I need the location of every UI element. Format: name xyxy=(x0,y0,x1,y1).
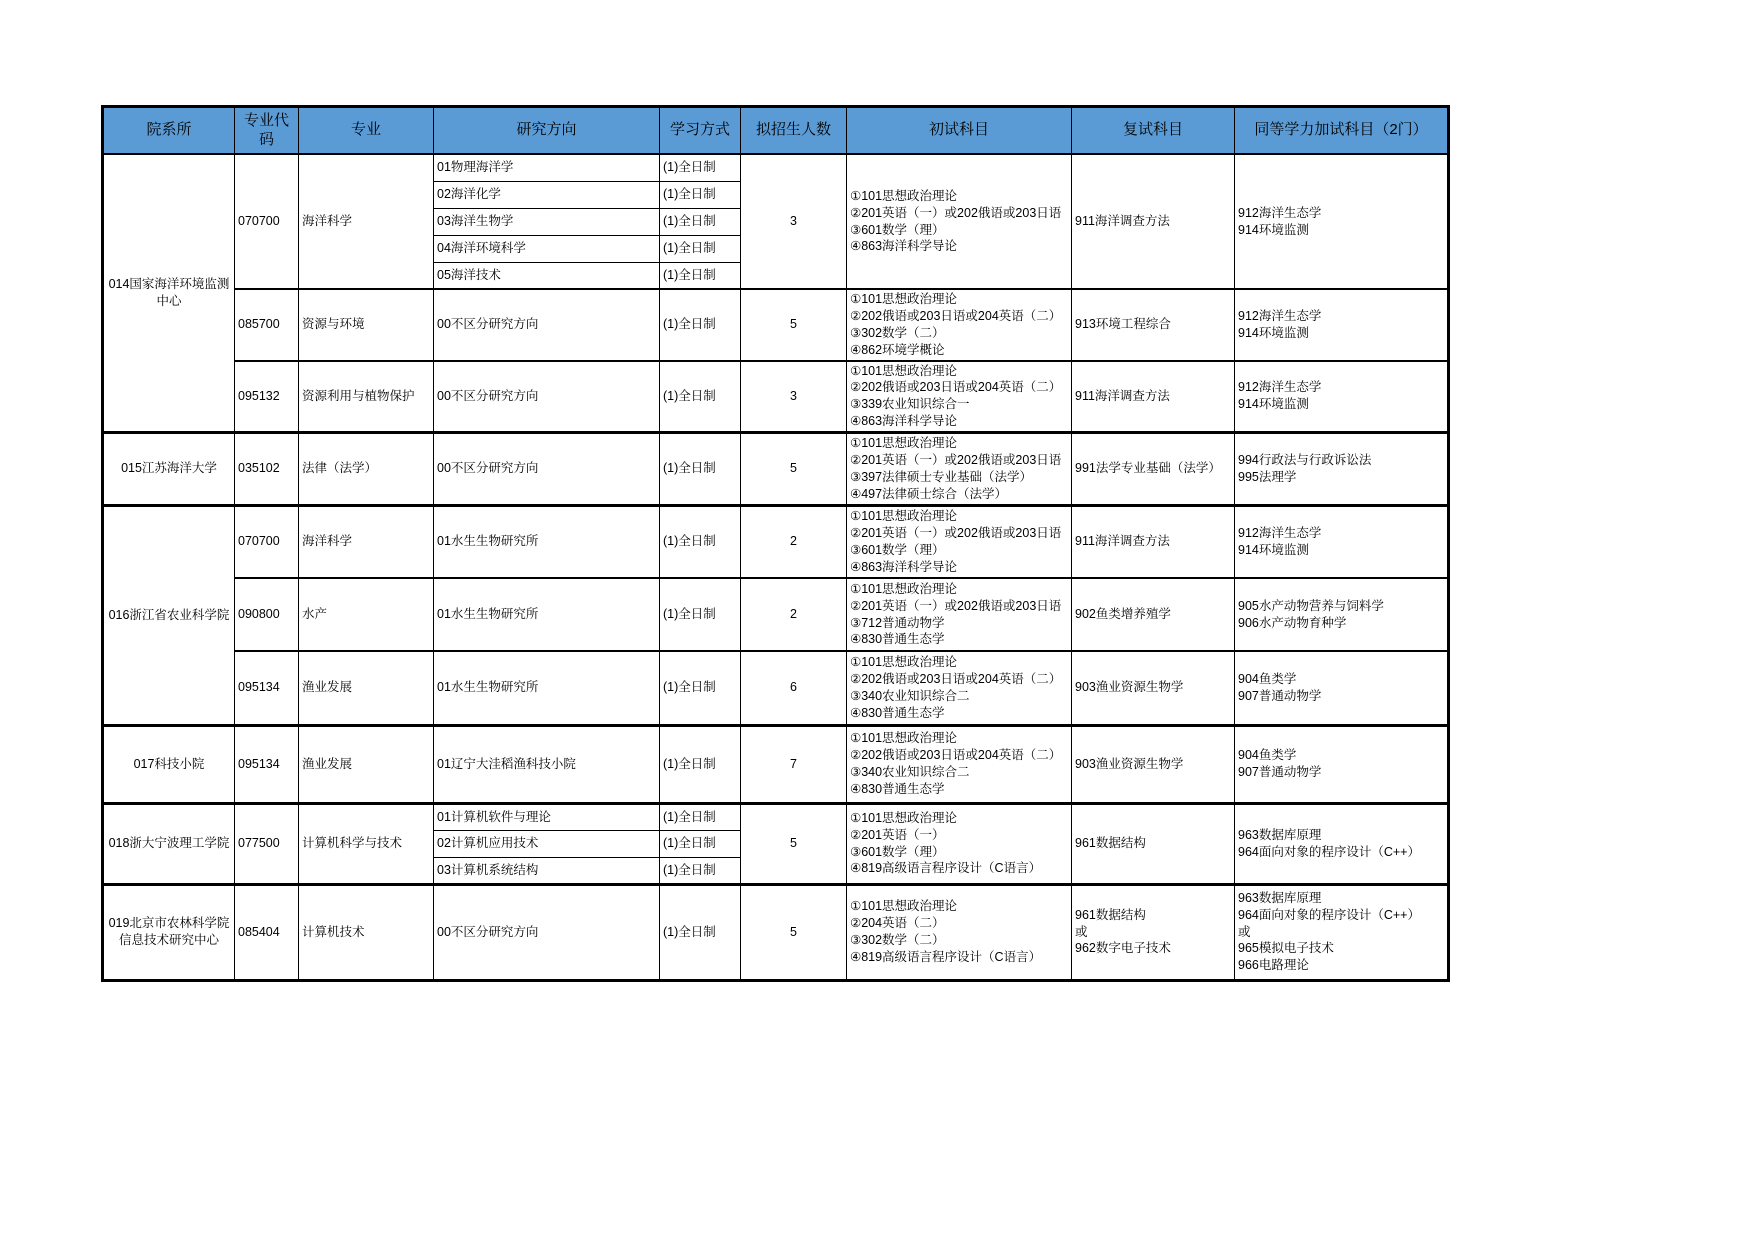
additional-subjects-cell xyxy=(1235,651,1449,725)
research-direction-cell: 01水生生物研究所 xyxy=(434,651,660,725)
additional-subjects-cell xyxy=(1235,505,1449,578)
column-header-enrollment: 拟招生人数 xyxy=(741,107,847,155)
research-direction-cell: 01辽宁大洼稻渔科技小院 xyxy=(434,725,660,803)
column-header-major-code: 专业代码 xyxy=(235,107,299,155)
additional-subjects-cell-line: 912海洋生态学 xyxy=(1238,308,1322,323)
study-mode-cell: (1)全日制 xyxy=(660,262,741,289)
initial-subjects-cell-line: ①101思想政治理论 xyxy=(850,731,958,746)
initial-subjects-cell-line: ③302数学（二） xyxy=(850,933,945,947)
additional-subjects-cell-line: 964面向对象的程序设计（C++） xyxy=(1238,907,1420,922)
initial-subjects-cell-line: ④830普通生态学 xyxy=(850,632,945,647)
additional-subjects-cell-line: 914环境监测 xyxy=(1238,397,1309,412)
study-mode-cell: (1)全日制 xyxy=(660,651,741,725)
additional-subjects-cell-line: 906水产动物育种学 xyxy=(1238,615,1347,630)
table-row xyxy=(103,433,1449,506)
initial-subjects-cell-line: ③601数学（理） xyxy=(850,542,945,557)
major-cell: 资源与环境 xyxy=(299,289,434,361)
department-cell: 017科技小院 xyxy=(103,725,235,803)
initial-subjects-cell-line: ①101思想政治理论 xyxy=(850,188,958,203)
initial-subjects-cell xyxy=(847,578,1072,651)
major-cell: 渔业发展 xyxy=(299,725,434,803)
research-direction-cell: 03海洋生物学 xyxy=(434,208,660,235)
retest-subjects-cell-line: 991法学专业基础（法学） xyxy=(1075,461,1221,476)
initial-subjects-cell xyxy=(847,884,1072,980)
additional-subjects-cell-line: 907普通动物学 xyxy=(1238,765,1322,779)
initial-subjects-cell-line: ④863海洋科学导论 xyxy=(850,414,958,429)
additional-subjects-cell xyxy=(1235,884,1449,980)
research-direction-cell: 00不区分研究方向 xyxy=(434,884,660,980)
table-row xyxy=(103,884,1449,980)
additional-subjects-cell-line: 914环境监测 xyxy=(1238,542,1309,557)
table-row xyxy=(103,725,1449,803)
column-header-research-direction: 研究方向 xyxy=(434,107,660,155)
initial-subjects-cell xyxy=(847,725,1072,803)
initial-subjects-cell xyxy=(847,803,1072,884)
retest-subjects-cell xyxy=(1072,154,1235,289)
initial-subjects-cell-line: ③339农业知识综合一 xyxy=(850,397,970,412)
study-mode-cell: (1)全日制 xyxy=(660,578,741,651)
column-header-retest-subjects: 复试科目 xyxy=(1072,107,1235,155)
initial-subjects-cell xyxy=(847,433,1072,506)
table-row xyxy=(103,651,1449,725)
initial-subjects-cell-line: ②202俄语或203日语或204英语（二） xyxy=(850,308,1062,323)
table-row xyxy=(103,154,1449,181)
study-mode-cell: (1)全日制 xyxy=(660,830,741,857)
initial-subjects-cell xyxy=(847,154,1072,289)
major-code-cell: 070700 xyxy=(235,505,299,578)
initial-subjects-cell-line: ③397法律硕士专业基础（法学） xyxy=(850,469,1033,484)
additional-subjects-cell-line: 965模拟电子技术 xyxy=(1238,941,1334,956)
additional-subjects-cell-line: 912海洋生态学 xyxy=(1238,525,1322,540)
additional-subjects-cell-line: 907普通动物学 xyxy=(1238,688,1322,703)
retest-subjects-cell-line: 911海洋调查方法 xyxy=(1075,534,1170,549)
initial-subjects-cell-line: ③302数学（二） xyxy=(850,325,945,340)
additional-subjects-cell-line: 964面向对象的程序设计（C++） xyxy=(1238,844,1420,859)
table-row xyxy=(103,505,1449,578)
additional-subjects-cell-line: 994行政法与行政诉讼法 xyxy=(1238,452,1372,467)
initial-subjects-cell-line: ②201英语（一） xyxy=(850,827,945,842)
major-cell: 计算机科学与技术 xyxy=(299,803,434,884)
research-direction-cell: 01物理海洋学 xyxy=(434,154,660,181)
table-row xyxy=(103,578,1449,651)
initial-subjects-cell-line: ④497法律硕士综合（法学） xyxy=(850,486,1008,501)
research-direction-cell: 01水生生物研究所 xyxy=(434,578,660,651)
initial-subjects-cell-line: ①101思想政治理论 xyxy=(850,292,958,306)
additional-subjects-cell-line: 或 xyxy=(1238,924,1251,939)
research-direction-cell: 01计算机软件与理论 xyxy=(434,803,660,830)
enrollment-cell: 2 xyxy=(741,505,847,578)
retest-subjects-cell-line: 961数据结构 xyxy=(1075,836,1146,851)
table-row xyxy=(103,803,1449,830)
retest-subjects-cell xyxy=(1072,433,1235,506)
initial-subjects-cell-line: ①101思想政治理论 xyxy=(850,581,958,596)
initial-subjects-cell-line: ③601数学（理） xyxy=(850,222,945,237)
initial-subjects-cell-line: ③340农业知识综合二 xyxy=(850,688,970,703)
retest-subjects-cell-line: 903渔业资源生物学 xyxy=(1075,756,1184,771)
initial-subjects-cell xyxy=(847,361,1072,433)
enrollment-cell: 6 xyxy=(741,651,847,725)
initial-subjects-cell-line: ②202俄语或203日语或204英语（二） xyxy=(850,671,1062,686)
additional-subjects-cell-line: 966电路理论 xyxy=(1238,958,1309,973)
study-mode-cell: (1)全日制 xyxy=(660,361,741,433)
major-code-cell: 095134 xyxy=(235,651,299,725)
research-direction-cell: 05海洋技术 xyxy=(434,262,660,289)
initial-subjects-cell-line: ②201英语（一）或202俄语或203日语 xyxy=(850,598,1062,613)
retest-subjects-cell xyxy=(1072,725,1235,803)
additional-subjects-cell-line: 904鱼类学 xyxy=(1238,748,1297,763)
additional-subjects-cell xyxy=(1235,803,1449,884)
department-cell: 018浙大宁波理工学院 xyxy=(103,803,235,884)
initial-subjects-cell xyxy=(847,505,1072,578)
retest-subjects-cell-line: 962数字电子技术 xyxy=(1075,941,1171,956)
retest-subjects-cell-line: 911海洋调查方法 xyxy=(1075,214,1170,229)
initial-subjects-cell-line: ④830普通生态学 xyxy=(850,781,945,796)
additional-subjects-cell-line: 914环境监测 xyxy=(1238,325,1309,340)
major-code-cell: 035102 xyxy=(235,433,299,506)
initial-subjects-cell-line: ④819高级语言程序设计（C语言） xyxy=(850,861,1042,876)
initial-subjects-cell-line: ④862环境学概论 xyxy=(850,342,945,357)
retest-subjects-cell xyxy=(1072,361,1235,433)
additional-subjects-cell xyxy=(1235,289,1449,361)
retest-subjects-cell-line: 961数据结构 xyxy=(1075,907,1146,922)
major-code-cell: 090800 xyxy=(235,578,299,651)
additional-subjects-cell-line: 912海洋生态学 xyxy=(1238,205,1322,220)
initial-subjects-cell-line: ②201英语（一）或202俄语或203日语 xyxy=(850,205,1062,220)
initial-subjects-cell-line: ②202俄语或203日语或204英语（二） xyxy=(850,380,1062,395)
initial-subjects-cell-line: ④819高级语言程序设计（C语言） xyxy=(850,949,1042,964)
initial-subjects-cell-line: ①101思想政治理论 xyxy=(850,436,958,450)
enrollment-cell: 7 xyxy=(741,725,847,803)
research-direction-cell: 01水生生物研究所 xyxy=(434,505,660,578)
column-header-major: 专业 xyxy=(299,107,434,155)
page xyxy=(101,105,1450,982)
major-cell: 计算机技术 xyxy=(299,884,434,980)
table-row xyxy=(103,289,1449,361)
additional-subjects-cell-line: 912海洋生态学 xyxy=(1238,380,1322,395)
department-cell: 015江苏海洋大学 xyxy=(103,433,235,506)
study-mode-cell: (1)全日制 xyxy=(660,181,741,208)
major-code-cell: 077500 xyxy=(235,803,299,884)
column-header-department: 院系所 xyxy=(103,107,235,155)
initial-subjects-cell-line: ②201英语（一）或202俄语或203日语 xyxy=(850,452,1062,467)
study-mode-cell: (1)全日制 xyxy=(660,289,741,361)
major-cell: 水产 xyxy=(299,578,434,651)
initial-subjects-cell-line: ③712普通动物学 xyxy=(850,615,945,630)
initial-subjects-cell-line: ①101思想政治理论 xyxy=(850,655,958,669)
study-mode-cell: (1)全日制 xyxy=(660,235,741,262)
research-direction-cell: 02海洋化学 xyxy=(434,181,660,208)
study-mode-cell: (1)全日制 xyxy=(660,884,741,980)
initial-subjects-cell xyxy=(847,289,1072,361)
major-code-cell: 085404 xyxy=(235,884,299,980)
initial-subjects-cell-line: ④830普通生态学 xyxy=(850,705,945,720)
study-mode-cell: (1)全日制 xyxy=(660,803,741,830)
initial-subjects-cell-line: ③601数学（理） xyxy=(850,844,945,859)
department-cell: 019北京市农林科学院信息技术研究中心 xyxy=(103,884,235,980)
retest-subjects-cell xyxy=(1072,651,1235,725)
additional-subjects-cell-line: 995法理学 xyxy=(1238,469,1297,484)
major-cell: 法律（法学） xyxy=(299,433,434,506)
major-cell: 海洋科学 xyxy=(299,154,434,289)
department-cell: 016浙江省农业科学院 xyxy=(103,505,235,725)
major-code-cell: 070700 xyxy=(235,154,299,289)
initial-subjects-cell-line: ④863海洋科学导论 xyxy=(850,239,958,254)
column-header-initial-subjects: 初试科目 xyxy=(847,107,1072,155)
column-header-study-mode: 学习方式 xyxy=(660,107,741,155)
additional-subjects-cell xyxy=(1235,578,1449,651)
retest-subjects-cell xyxy=(1072,803,1235,884)
enrollment-cell: 5 xyxy=(741,884,847,980)
additional-subjects-cell xyxy=(1235,725,1449,803)
enrollment-cell: 5 xyxy=(741,433,847,506)
major-cell: 渔业发展 xyxy=(299,651,434,725)
retest-subjects-cell-line: 903渔业资源生物学 xyxy=(1075,680,1184,695)
initial-subjects-cell-line: ②202俄语或203日语或204英语（二） xyxy=(850,748,1062,763)
retest-subjects-cell-line: 911海洋调查方法 xyxy=(1075,388,1170,403)
initial-subjects-cell-line: ①101思想政治理论 xyxy=(850,810,958,825)
retest-subjects-cell xyxy=(1072,505,1235,578)
retest-subjects-cell xyxy=(1072,578,1235,651)
additional-subjects-cell-line: 905水产动物营养与饲料学 xyxy=(1238,598,1384,613)
study-mode-cell: (1)全日制 xyxy=(660,154,741,181)
retest-subjects-cell-line: 902鱼类增养殖学 xyxy=(1075,607,1171,622)
initial-subjects-cell-line: ①101思想政治理论 xyxy=(850,363,958,378)
research-direction-cell: 02计算机应用技术 xyxy=(434,830,660,857)
major-cell: 海洋科学 xyxy=(299,505,434,578)
additional-subjects-cell-line: 914环境监测 xyxy=(1238,222,1309,237)
additional-subjects-cell xyxy=(1235,433,1449,506)
initial-subjects-cell-line: ④863海洋科学导论 xyxy=(850,559,958,574)
retest-subjects-cell xyxy=(1072,884,1235,980)
initial-subjects-cell-line: ①101思想政治理论 xyxy=(850,509,958,523)
enrollment-cell: 5 xyxy=(741,803,847,884)
study-mode-cell: (1)全日制 xyxy=(660,857,741,884)
major-code-cell: 095134 xyxy=(235,725,299,803)
additional-subjects-cell-line: 963数据库原理 xyxy=(1238,890,1322,905)
research-direction-cell: 03计算机系统结构 xyxy=(434,857,660,884)
retest-subjects-cell-line: 913环境工程综合 xyxy=(1075,317,1171,332)
major-cell: 资源利用与植物保护 xyxy=(299,361,434,433)
research-direction-cell: 00不区分研究方向 xyxy=(434,433,660,506)
initial-subjects-cell xyxy=(847,651,1072,725)
header-row xyxy=(103,107,1449,155)
enrollment-cell: 3 xyxy=(741,154,847,289)
research-direction-cell: 00不区分研究方向 xyxy=(434,289,660,361)
additional-subjects-cell xyxy=(1235,361,1449,433)
table-row xyxy=(103,361,1449,433)
study-mode-cell: (1)全日制 xyxy=(660,433,741,506)
admissions-table xyxy=(101,105,1450,982)
enrollment-cell: 3 xyxy=(741,361,847,433)
initial-subjects-cell-line: ②201英语（一）或202俄语或203日语 xyxy=(850,525,1062,540)
study-mode-cell: (1)全日制 xyxy=(660,725,741,803)
enrollment-cell: 2 xyxy=(741,578,847,651)
major-code-cell: 085700 xyxy=(235,289,299,361)
column-header-additional-subjects: 同等学力加试科目（2门） xyxy=(1235,107,1449,155)
additional-subjects-cell-line: 904鱼类学 xyxy=(1238,671,1297,686)
department-cell: 014国家海洋环境监测中心 xyxy=(103,154,235,433)
initial-subjects-cell-line: ①101思想政治理论 xyxy=(850,899,958,914)
retest-subjects-cell xyxy=(1072,289,1235,361)
initial-subjects-cell-line: ②204英语（二） xyxy=(850,916,945,931)
study-mode-cell: (1)全日制 xyxy=(660,505,741,578)
research-direction-cell: 00不区分研究方向 xyxy=(434,361,660,433)
enrollment-cell: 5 xyxy=(741,289,847,361)
additional-subjects-cell-line: 963数据库原理 xyxy=(1238,827,1322,842)
research-direction-cell: 04海洋环境科学 xyxy=(434,235,660,262)
initial-subjects-cell-line: ③340农业知识综合二 xyxy=(850,765,970,779)
study-mode-cell: (1)全日制 xyxy=(660,208,741,235)
major-code-cell: 095132 xyxy=(235,361,299,433)
retest-subjects-cell-line: 或 xyxy=(1075,924,1088,939)
additional-subjects-cell xyxy=(1235,154,1449,289)
